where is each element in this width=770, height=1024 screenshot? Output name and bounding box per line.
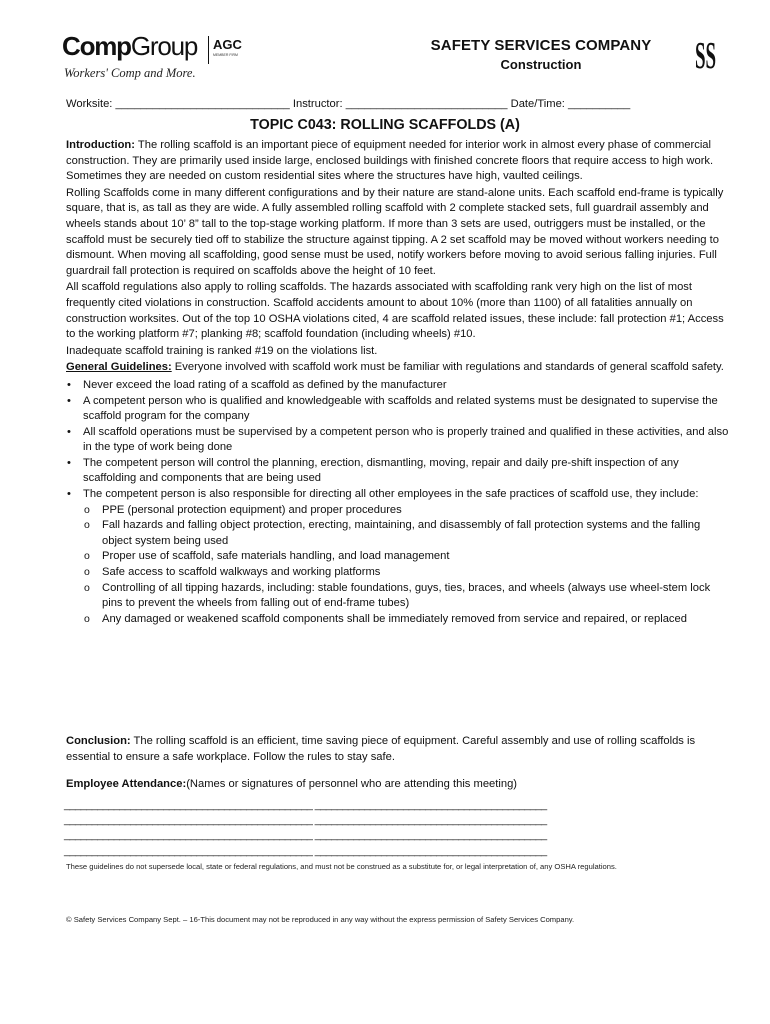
intro-label: Introduction: (66, 139, 135, 151)
disclaimer: These guidelines do not supersede local, state or federal regulations, and must not be construed as a substitute for, or legal interpretation of, any OSHA regulations. (66, 862, 617, 871)
copyright-notice: © Safety Services Company Sept. – 16-This document may not be reproduced in any way without the express permission of Safety Services Company. (66, 915, 575, 924)
list-item-text: The competent person is also responsible for directing all other employees in the safe practices of scaffold use, they include: (83, 488, 699, 501)
worksite-blank: ____________________________ (115, 98, 290, 110)
sub-list-item: o Proper use of scaffold, safe materials handling, and load management (83, 549, 730, 565)
guidelines-paragraph (66, 360, 730, 376)
conclusion-label: Conclusion: (66, 735, 131, 747)
list-item: • All scaffold operations must be supervised by a competent person who is properly trained and qualified in these activities, and also in the type of work being done (66, 425, 730, 456)
sub-list-item: o PPE (personal protection equipment) and proper procedures (83, 503, 730, 519)
sub-list-item: o Safe access to scaffold walkways and working platforms (83, 565, 730, 581)
instructor-label: Instructor: (292, 98, 343, 110)
logo-wordmark: CompGroup (62, 31, 198, 61)
sub-list-item: o Fall hazards and falling object protection, erecting, maintaining, and disassembly of fall protection systems and the falling object system being used (83, 518, 730, 549)
list-item (66, 487, 730, 627)
meeting-info-fields (66, 98, 630, 110)
division-name: Construction (500, 57, 582, 72)
attendance-heading (66, 778, 517, 790)
attendance-text: (Names or signatures of personnel who are attending this meeting) (186, 778, 518, 790)
intro-paragraph (66, 138, 730, 185)
sub-list (83, 503, 730, 628)
compgroup-logo (62, 31, 242, 80)
sub-list-item: o Any damaged or weakened scaffold components shall be immediately removed from service and repaired, or replaced (83, 612, 730, 628)
logo-tagline: Workers' Comp and More. (64, 66, 196, 80)
conclusion-paragraph (66, 734, 730, 765)
body-paragraph: All scaffold regulations also apply to rolling scaffolds. The hazards associated with scaffolding rank very high on the list of most frequently cited violations in construction. Scaffold accidents amount to about 10% (more than 1100) of all fatalities annually on construction worksites. Out of the top 10 OSHA violations cited, 4 are scaffold related issues, these include: fall protection #1; Access to the working platform #7; planking #8; scaffold foundation (including wheels) #10. (66, 281, 724, 341)
worksite-label: Worksite: (66, 98, 113, 110)
body-paragraph: Rolling Scaffolds come in many different configurations and by their nature are stand-alone units. Each scaffold end-frame is typically square, that is, as tall as they are wide. A fully assembled rolling scaffold with 2 complete stacked sets, full guardrail assembly and wheels stands about 10’ 8” tall to the top-stage working platform. If more than 3 sets are used, outriggers must be installed, or the scaffold must be securely tied off to stabilize the structure against tipping. A 2 set scaffold may be moved without workers needing to dismount. When moving all scaffolding, good sense must be used, notify workers before moving to avoid serious falling injuries. Full guardrail fall protection is required on scaffolds above the height of 10 feet. (66, 186, 724, 277)
guidelines-label: General Guidelines: (66, 361, 172, 374)
signature-line: _____________________________________________ __________________________________________ (64, 844, 547, 857)
attendance-label: Employee Attendance: (66, 778, 187, 790)
logo-mark-letters: SS (695, 35, 717, 76)
list-item: • The competent person will control the planning, erection, dismantling, moving, repair and daily pre-shift inspection of any scaffolding and components that are being used (66, 456, 730, 487)
document-body (66, 138, 730, 627)
agc-logo-subtext: MEMBER FIRM (213, 53, 238, 57)
signature-line: _____________________________________________ __________________________________________ (64, 814, 547, 827)
instructor-blank: __________________________ (345, 98, 508, 110)
signature-line: _____________________________________________ __________________________________________ (64, 829, 547, 842)
conclusion-text: The rolling scaffold is an efficient, time saving piece of equipment. Careful assembly and use of rolling scaffolds is essential to ensure a safe workplace. Follow the rules to stay safe. (66, 735, 696, 763)
datetime-blank: __________ (568, 98, 631, 110)
list-item: • A competent person who is qualified and knowledgeable with scaffolds and related systems must be designated to supervise the scaffold program for the company (66, 394, 730, 425)
agc-logo: AGC (213, 37, 242, 52)
signature-lines (64, 798, 547, 859)
sub-list-item: o Controlling of all tipping hazards, including: stable foundations, guys, ties, braces, and wheels (always use wheel-stem lock pins to prevent the wheels from falling out of end-frame tubes) (83, 581, 730, 612)
datetime-label: Date/Time: (510, 98, 565, 110)
body-paragraph: Inadequate scaffold training is ranked #19 on the violations list. (66, 344, 378, 357)
guidelines-list (66, 378, 730, 628)
company-name: SAFETY SERVICES COMPANY (430, 37, 652, 54)
safety-services-logo-icon (694, 32, 724, 81)
intro-text: The rolling scaffold is an important piece of equipment needed for interior work in almost every phase of commercial construction. They are primarily used inside large, enclosed buildings with finished concrete floors that require access to high work. Sometimes they are needed on custom residential sites where the structures have high, vaulted ceilings. (66, 139, 714, 183)
topic-title: TOPIC C043: ROLLING SCAFFOLDS (A) (250, 117, 520, 133)
signature-line: _____________________________________________ __________________________________________ (64, 799, 547, 811)
guidelines-text: Everyone involved with scaffold work must be familiar with regulations and standards of general scaffold safety. (171, 361, 724, 374)
list-item: • Never exceed the load rating of a scaffold as defined by the manufacturer (66, 378, 730, 394)
logo-divider (208, 36, 209, 64)
